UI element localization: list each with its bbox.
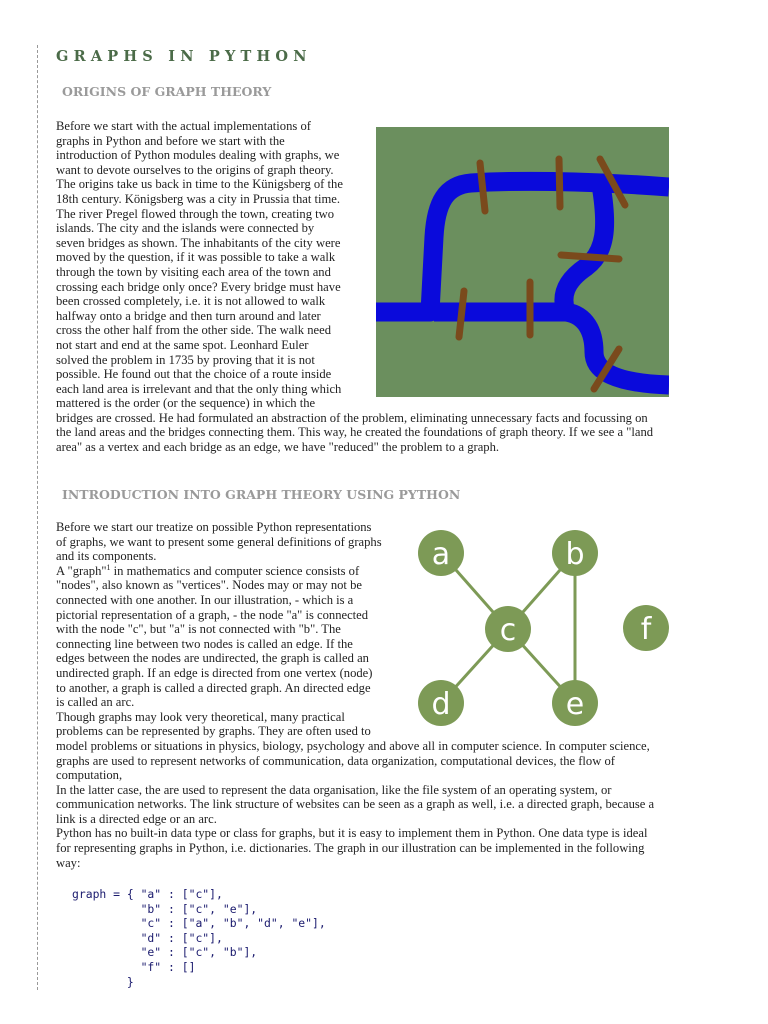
code-block-graph-dict: graph = { "a" : ["c"], "b" : ["c", "e"], "c" : ["a", "b", "d", "e"], "d" : ["c"], "e" : ["c", "b"], "f" : [] }	[72, 887, 326, 989]
text-line: each land area is irrelevant and that the only thing which	[56, 381, 342, 396]
paragraph-origins	[56, 119, 653, 455]
text-line: seven bridges as shown. The inhabitants of the city were	[56, 235, 341, 250]
text-line: mattered is the order (or the sequence) in which the	[56, 396, 316, 411]
text-line: Python has no built-in data type or class for graphs, but it is easy to implement them in Python. One data type is ideal	[56, 826, 648, 841]
text-line: Before we start our treatize on possible Python representations	[56, 520, 372, 534]
text-line: to another, a graph is called a directed graph. An directed edge	[56, 680, 371, 695]
section-heading-introduction: INTRODUCTION INTO GRAPH THEORY USING PYTHON	[62, 487, 461, 502]
node-label-a: a	[431, 537, 451, 572]
text-line	[56, 564, 654, 579]
text-line: undirected graph. If an edge is directed from one vertex (node)	[56, 665, 373, 680]
text-line: way:	[56, 855, 81, 870]
text-line: problems can be represented by graphs. They are often used to	[56, 724, 371, 739]
text-line: moved by the question, if it was possible to take a walk	[56, 250, 336, 265]
text-line: introduction of Python modules dealing with graphs, we	[56, 148, 340, 163]
text-line: with the node "c", but "a" is not connected with "b". The	[56, 622, 341, 637]
text-line: through the town by visiting each area of the town and	[56, 264, 331, 279]
text-line: link is a directed edge or an arc.	[56, 811, 217, 826]
text-line: been crossed completely, i.e. it is not allowed to walk	[56, 294, 326, 309]
text-line: islands. The city and the islands were connected by	[56, 221, 315, 236]
text-line: graphs are used to represent networks of communication, data organization, computational devices, the flow of	[56, 753, 615, 768]
footnote-marker[interactable]: 1	[106, 562, 111, 572]
text-line: for representing graphs in Python, i.e. dictionaries. The graph in our illustration can be implemented in the following	[56, 841, 645, 856]
node-label-d: d	[431, 687, 451, 722]
node-label-b: b	[565, 537, 585, 572]
text-line: The river Pregel flowed through the town, creating two	[56, 206, 335, 221]
page-margin-divider	[37, 45, 38, 990]
section-heading-origins: ORIGINS OF GRAPH THEORY	[62, 84, 272, 99]
text-line: is called an arc.	[56, 695, 135, 710]
graph-term: A "graph"	[56, 563, 107, 578]
text-fragment: in mathematics and computer science consists of	[110, 563, 360, 578]
node-label-f: f	[640, 612, 652, 647]
text-line: want to devote ourselves to the origins of graph theory.	[56, 162, 334, 177]
text-line: solved the problem in 1735 by proving that it is not	[56, 352, 315, 367]
page-title: GRAPHS IN PYTHON	[56, 48, 312, 65]
text-line: Though graphs may look very theoretical, many practical	[56, 709, 345, 724]
text-line: communication networks. The link structure of websites can be seen as a graph as well, i.e. a directed graph, because a	[56, 797, 655, 812]
text-line: bridges are crossed. He had formulated an abstraction of the problem, eliminating unnecessary facts and focussing on	[56, 410, 648, 425]
text-line: 18th century. Königsberg was a city in Prussia that time.	[56, 191, 341, 206]
text-line: connected with one another. In our illustration, - which is a	[56, 592, 354, 607]
text-line: possible. He found out that the choice of a route inside	[56, 367, 332, 382]
text-line: The origins take us back in time to the Künigsberg of the	[56, 177, 343, 192]
text-line: edges between the nodes are undirected, the graph is called an	[56, 651, 369, 666]
text-line: and its components.	[56, 549, 157, 564]
text-line: computation,	[56, 768, 123, 783]
text-line: pictorial representation of a graph, - the node "a" is connected	[56, 607, 369, 622]
text-line: the land areas and the bridges connecting them. This way, he created the foundations of graph theory. If we see a "land	[56, 425, 654, 440]
text-line: "nodes", also known as "vertices". Nodes may or may not be	[56, 578, 362, 593]
node-label-c: c	[499, 613, 517, 648]
node-label-e: e	[565, 687, 585, 722]
text-line: Before we start with the actual implementations of	[56, 119, 311, 133]
text-line: not start and end at the same spot. Leonhard Euler	[56, 337, 309, 352]
text-line: crossing each bridge only once? Every bridge must have	[56, 279, 341, 294]
text-line: halfway onto a bridge and then turn around and later	[56, 308, 321, 323]
text-line: area" as a vertex and each bridge as an edge, we have "reduced" the problem to a graph.	[56, 440, 500, 455]
text-line: of graphs, we want to present some general definitions of graphs	[56, 534, 382, 549]
text-line: graphs in Python and before we start with the	[56, 133, 285, 148]
text-line: cross the other half from the other side. The walk need	[56, 323, 331, 338]
text-line: In the latter case, the are used to represent the data organisation, like the file system of an operating system, or	[56, 782, 612, 797]
text-line: model problems or situations in physics, biology, psychology and above all in computer science. In computer science,	[56, 738, 650, 753]
paragraph-introduction	[56, 520, 654, 870]
text-line: connecting line between two nodes is called an edge. If the	[56, 636, 353, 651]
